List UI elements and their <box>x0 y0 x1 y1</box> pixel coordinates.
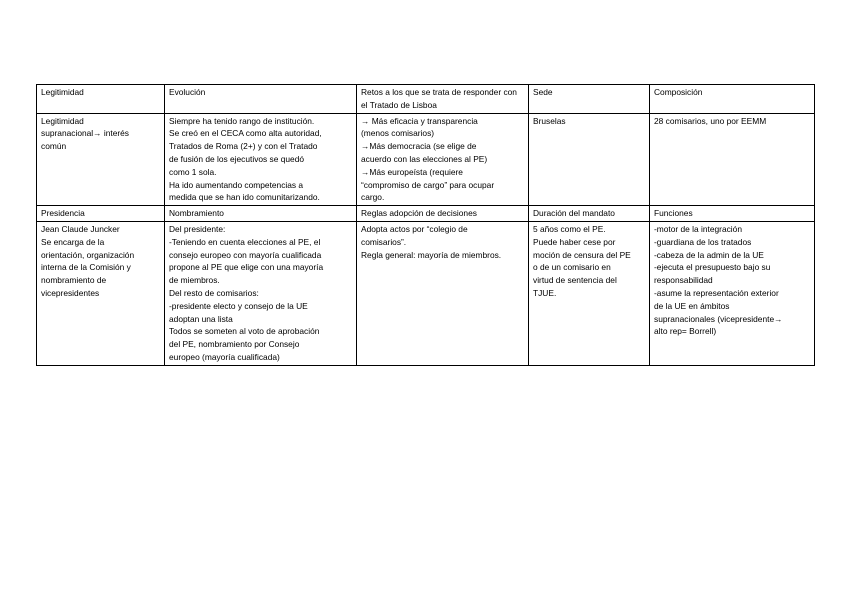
cell-line: de fusión de los ejecutivos se quedó <box>169 153 305 164</box>
cell-text: Reglas adopción de decisiones <box>361 208 477 219</box>
cell-line: responsabilidad <box>654 275 713 286</box>
cell-line: de miembros. <box>169 275 220 286</box>
cell-line: → Más eficacia y transparencia <box>361 115 478 126</box>
cell-line: “compromiso de cargo” para ocupar <box>361 179 495 190</box>
table-cell <box>165 221 357 365</box>
cell-line: supranacional→ interés <box>41 128 129 139</box>
cell-line: del PE, nombramiento por Consejo <box>169 339 300 350</box>
header-cell <box>165 206 357 222</box>
cell-text: Nombramiento <box>169 208 224 219</box>
header-cell <box>37 206 165 222</box>
cell-text: Composición <box>654 87 703 97</box>
cell-line: propone al PE que elige con una mayoría <box>169 262 324 273</box>
cell-text: Evolución <box>169 87 206 97</box>
cell-line: orientación, organización <box>41 249 135 260</box>
cell-line: consejo europeo con mayoría cualificada <box>169 249 322 260</box>
cell-text: Duración del mandato <box>533 208 615 219</box>
cell-line: vicepresidentes <box>41 287 100 298</box>
cell-line: -Teniendo en cuenta elecciones al PE, el <box>169 236 321 247</box>
cell-line: Del presidente: <box>169 223 226 234</box>
cell-text: Funciones <box>654 208 693 219</box>
cell-line: Puede haber cese por <box>533 236 616 247</box>
cell-line: como 1 sola. <box>169 166 217 177</box>
table-cell <box>37 221 165 365</box>
cell-text: Legitimidad <box>41 87 84 97</box>
cell-line: →Más democracia (se elige de <box>361 141 477 152</box>
cell-line: Legitimidad <box>41 115 84 126</box>
table-cell <box>357 221 529 365</box>
table-cell <box>357 113 529 206</box>
cell-line: Ha ido aumentando competencias a <box>169 179 304 190</box>
comision-table <box>36 84 815 366</box>
cell-line: 5 años como el PE. <box>533 223 606 234</box>
cell-line: Tratados de Roma (2+) y con el Tratado <box>169 141 318 152</box>
cell-line: (menos comisarios) <box>361 128 435 139</box>
cell-line: Adopta actos por “colegio de <box>361 223 468 234</box>
header-cell <box>529 85 650 114</box>
cell-line: Del resto de comisarios: <box>169 287 259 298</box>
cell-text: Sede <box>533 87 553 97</box>
cell-line: supranacionales (vicepresidente→ <box>654 313 783 324</box>
header-cell <box>37 85 165 114</box>
cell-line: Se creó en el CECA como alta autoridad, <box>169 128 322 139</box>
cell-text: Retos a los que se trata de responder con el Tratado de Lisboa <box>361 87 517 110</box>
cell-line: Jean Claude Juncker <box>41 223 120 234</box>
table-row <box>37 206 815 222</box>
cell-line: Regla general: mayoría de miembros. <box>361 249 502 260</box>
table-cell <box>529 221 650 365</box>
cell-line: →Más europeísta (requiere <box>361 166 463 177</box>
cell-line: cargo. <box>361 192 385 203</box>
cell-line: comisarios”. <box>361 236 407 247</box>
cell-line: Se encarga de la <box>41 236 105 247</box>
cell-line: o de un comisario en <box>533 262 611 273</box>
cell-line: -ejecuta el presupuesto bajo su <box>654 262 771 273</box>
cell-line: -asume la representación exterior <box>654 287 779 298</box>
cell-line: Todos se someten al voto de aprobación <box>169 326 320 337</box>
cell-line: -presidente electo y consejo de la UE <box>169 300 308 311</box>
header-cell <box>650 85 815 114</box>
header-cell <box>165 85 357 114</box>
header-cell <box>650 206 815 222</box>
cell-line: Bruselas <box>533 115 566 126</box>
header-cell <box>357 85 529 114</box>
cell-line: nombramiento de <box>41 275 107 286</box>
cell-line: interna de la Comisión y <box>41 262 131 273</box>
cell-line: Siempre ha tenido rango de institución. <box>169 115 315 126</box>
cell-line: común <box>41 141 67 152</box>
cell-line: de la UE en ámbitos <box>654 300 730 311</box>
table-cell <box>37 113 165 206</box>
cell-line: -motor de la integración <box>654 223 742 234</box>
cell-line: virtud de sentencia del <box>533 275 617 286</box>
cell-line: TJUE. <box>533 287 557 298</box>
cell-line: europeo (mayoría cualificada) <box>169 351 280 362</box>
cell-line: -cabeza de la admin de la UE <box>654 249 764 260</box>
table-row <box>37 113 815 206</box>
header-cell <box>529 206 650 222</box>
cell-text: Presidencia <box>41 208 85 219</box>
table-cell <box>165 113 357 206</box>
cell-line: moción de censura del PE <box>533 249 631 260</box>
cell-line: -guardiana de los tratados <box>654 236 752 247</box>
cell-line: acuerdo con las elecciones al PE) <box>361 153 488 164</box>
table-cell <box>650 113 815 206</box>
cell-line: alto rep= Borrell) <box>654 326 717 337</box>
cell-line: adoptan una lista <box>169 313 233 324</box>
table-row <box>37 85 815 114</box>
table-cell <box>529 113 650 206</box>
table-cell <box>650 221 815 365</box>
cell-line: medida que se han ido comunitarizando. <box>169 192 320 203</box>
table-row <box>37 221 815 365</box>
header-cell <box>357 206 529 222</box>
cell-line: 28 comisarios, uno por EEMM <box>654 115 767 126</box>
